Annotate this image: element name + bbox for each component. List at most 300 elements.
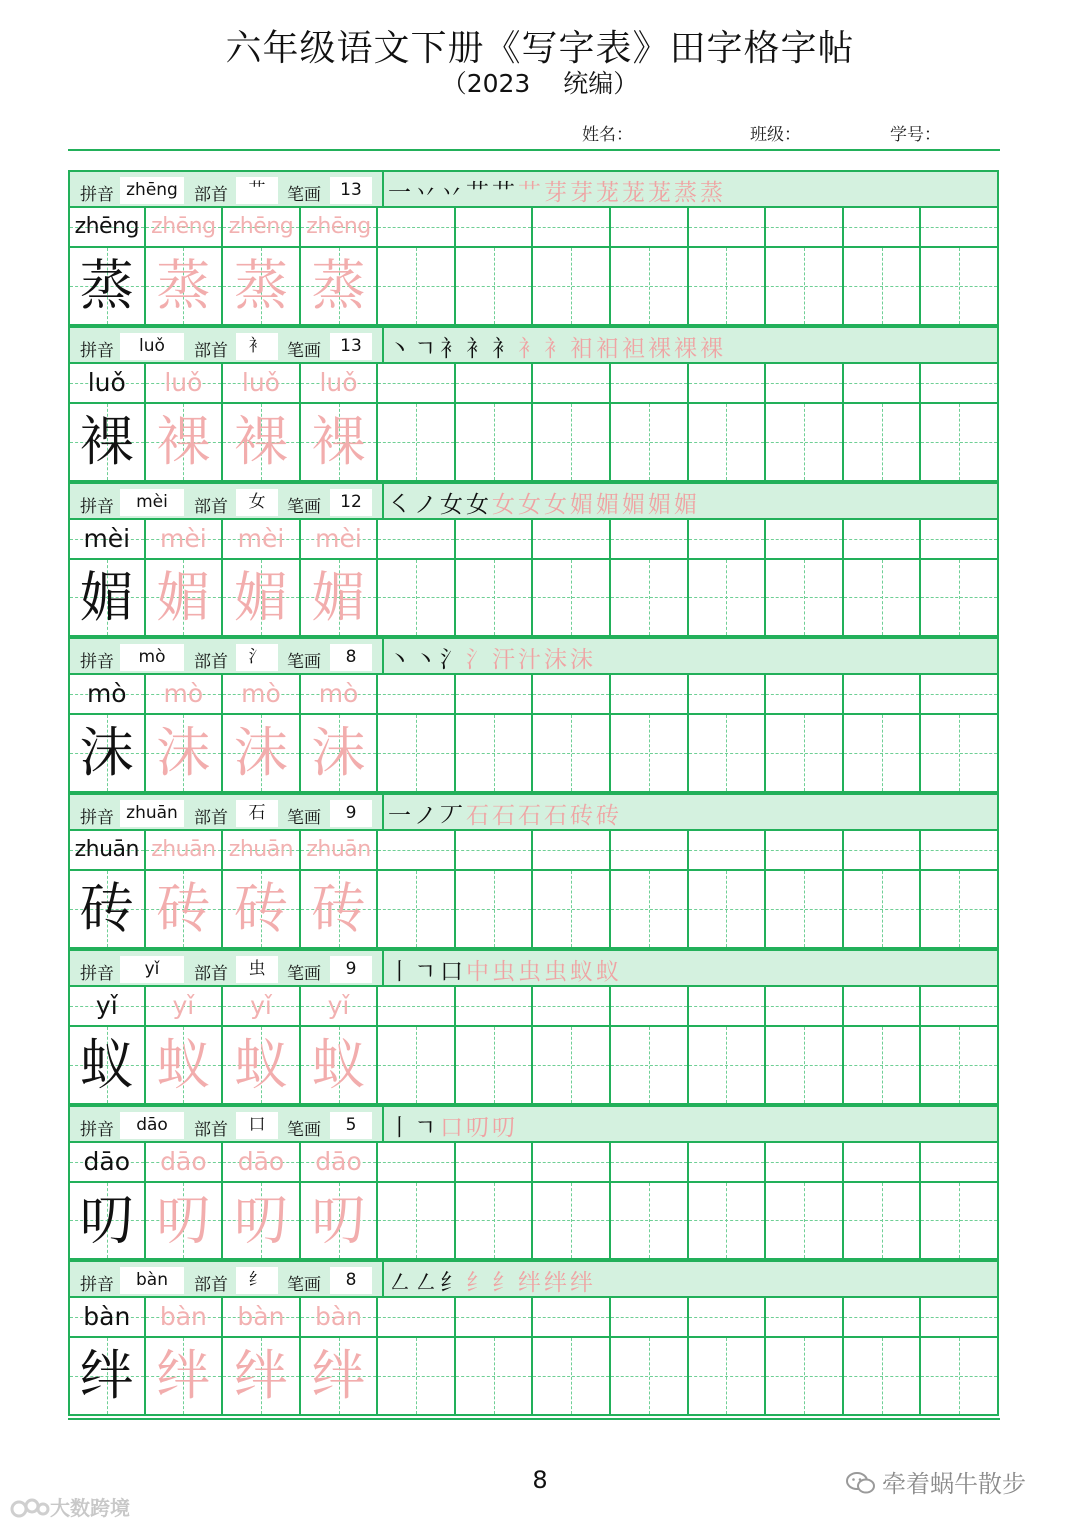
- character-blank-cell[interactable]: [378, 1183, 456, 1261]
- radical-label: 部首: [194, 652, 228, 673]
- character-trace: 叨: [156, 1188, 211, 1252]
- pinyin-blank-cell[interactable]: [378, 364, 456, 404]
- pinyin-trace-cell: [223, 208, 301, 248]
- character-blank-cell[interactable]: [533, 1027, 611, 1105]
- character-blank-cell[interactable]: [611, 1338, 689, 1416]
- pinyin-blank-cell[interactable]: [766, 208, 844, 248]
- character-blank-cell[interactable]: [844, 1027, 922, 1105]
- character-trace-cell: [301, 404, 379, 482]
- character-blank-cell[interactable]: [456, 715, 534, 793]
- character-model: 沫: [79, 721, 134, 785]
- stroke-step: ノ: [414, 803, 437, 829]
- pinyin-blank-cell[interactable]: [456, 1298, 534, 1338]
- character-model: 裸: [79, 409, 134, 473]
- stroke-step: 芽: [544, 180, 567, 206]
- pinyin-value: mò: [120, 644, 184, 671]
- pinyin-trace-cell: [146, 520, 224, 560]
- character-model-cell: [68, 1027, 146, 1105]
- stroke-step: 氵: [440, 647, 463, 674]
- character-blank-cell[interactable]: [456, 404, 534, 482]
- character-blank-cell[interactable]: [533, 1183, 611, 1261]
- pinyin-blank-cell[interactable]: [844, 675, 922, 715]
- character-blank-cell[interactable]: [533, 404, 611, 482]
- pinyin-label: 拼音: [80, 808, 114, 828]
- character-blank-cell[interactable]: [611, 560, 689, 638]
- pinyin-trace-cell: [301, 987, 379, 1027]
- character-blank-cell[interactable]: [844, 1338, 922, 1416]
- character-blank-cell[interactable]: [378, 404, 456, 482]
- character-trace-cell: [301, 560, 379, 638]
- pinyin-label: 拼音: [80, 652, 114, 673]
- pinyin-blank-cell[interactable]: [611, 364, 689, 404]
- stroke-step: 茏: [622, 180, 645, 206]
- stroke-step: 媚: [570, 491, 593, 518]
- character-blank-cell[interactable]: [844, 560, 922, 638]
- bottom-divider: [68, 1418, 1000, 1420]
- character-trace-cell: [223, 715, 301, 793]
- pinyin-value: yǐ: [120, 956, 184, 983]
- stroke-count-value: 5: [330, 1112, 372, 1139]
- character-trace: 砖: [156, 877, 211, 940]
- radical-label: 部首: [194, 808, 228, 828]
- stroke-step: 媚: [622, 491, 645, 518]
- character-blank-cell[interactable]: [611, 248, 689, 326]
- stroke-step: 虫: [518, 958, 541, 985]
- character-blank-cell[interactable]: [844, 248, 922, 326]
- character-blank-cell[interactable]: [766, 404, 844, 482]
- pinyin-blank-cell[interactable]: [921, 1143, 999, 1183]
- character-blank-cell[interactable]: [844, 871, 922, 949]
- stroke-order-sequence: [382, 1262, 1001, 1296]
- pinyin-blank-cell[interactable]: [921, 987, 999, 1027]
- stroke-step: 一: [388, 803, 411, 829]
- character-blank-cell[interactable]: [611, 1027, 689, 1105]
- character-blank-cell[interactable]: [456, 248, 534, 326]
- pinyin-blank-cell[interactable]: [533, 364, 611, 404]
- character-trace-cell: [301, 871, 379, 949]
- stroke-step: 媚: [596, 491, 619, 518]
- character-blank-cell[interactable]: [766, 560, 844, 638]
- pinyin-trace-cell: [223, 364, 301, 404]
- pinyin-blank-cell[interactable]: [456, 831, 534, 871]
- pinyin-blank-cell[interactable]: [921, 208, 999, 248]
- watermark-text: 大数跨境: [50, 1496, 130, 1520]
- pinyin-label: 拼音: [80, 340, 114, 361]
- pinyin-blank-cell[interactable]: [921, 831, 999, 871]
- stroke-step: 纟: [440, 1270, 463, 1297]
- stroke-step: 石: [492, 803, 515, 829]
- character-info-header: [68, 1260, 999, 1298]
- pinyin-blank-cell[interactable]: [533, 208, 611, 248]
- character-trace: 叨: [311, 1188, 366, 1252]
- pinyin-blank-cell[interactable]: [766, 831, 844, 871]
- character-blank-cell[interactable]: [766, 871, 844, 949]
- pinyin-trace: zhuān: [228, 837, 294, 862]
- name-label: 姓名：: [582, 125, 633, 145]
- stroke-step: 袒: [622, 335, 645, 362]
- character-blank-cell[interactable]: [689, 560, 767, 638]
- stroke-count-value: 12: [330, 489, 372, 516]
- character-trace-cell: [301, 1027, 379, 1105]
- character-blank-cell[interactable]: [689, 1183, 767, 1261]
- character-blank-cell[interactable]: [378, 560, 456, 638]
- stroke-count-value: 9: [330, 956, 372, 983]
- pinyin-blank-cell[interactable]: [378, 1298, 456, 1338]
- character-blank-cell[interactable]: [844, 1183, 922, 1261]
- stroke-step: 绊: [570, 1270, 593, 1297]
- stroke-order-sequence: [382, 484, 1001, 518]
- stroke-step: 蒸: [674, 180, 697, 206]
- stroke-step: 绊: [518, 1270, 541, 1297]
- pinyin-blank-cell[interactable]: [611, 520, 689, 560]
- character-model-cell: [68, 871, 146, 949]
- stroke-step: 媚: [648, 491, 671, 518]
- character-blank-cell[interactable]: [689, 248, 767, 326]
- character-model-cell: [68, 1338, 146, 1416]
- character-blank-cell[interactable]: [533, 871, 611, 949]
- pinyin-blank-cell[interactable]: [844, 208, 922, 248]
- pinyin-blank-cell[interactable]: [689, 675, 767, 715]
- character-blank-cell[interactable]: [378, 248, 456, 326]
- stroke-step: 石: [544, 803, 567, 829]
- stroke-step: 沫: [570, 647, 593, 674]
- character-trace: 沫: [311, 721, 366, 785]
- character-blank-cell[interactable]: [766, 1338, 844, 1416]
- stroke-step: 裸: [674, 335, 697, 362]
- character-blank-cell[interactable]: [611, 871, 689, 949]
- character-trace: 蒸: [156, 254, 211, 317]
- character-info-header: [68, 637, 999, 675]
- character-blank-cell[interactable]: [689, 1027, 767, 1105]
- pinyin-blank-cell[interactable]: [378, 987, 456, 1027]
- pinyin-blank-cell[interactable]: [689, 520, 767, 560]
- pinyin-practice-row: [68, 364, 999, 404]
- character-blank-cell[interactable]: [921, 1338, 999, 1416]
- pinyin-trace-cell: [223, 1143, 301, 1183]
- character-trace-cell: [223, 248, 301, 326]
- radical-value: 女: [236, 489, 278, 516]
- stroke-step: 口: [440, 1114, 463, 1141]
- pinyin-blank-cell[interactable]: [844, 1298, 922, 1338]
- character-blank-cell[interactable]: [378, 1338, 456, 1416]
- stroke-step: 砖: [570, 803, 593, 829]
- character-practice-row: [68, 1183, 999, 1261]
- stroke-step: 女: [466, 491, 489, 518]
- character-blank-cell[interactable]: [921, 1027, 999, 1105]
- character-trace-cell: [146, 1027, 224, 1105]
- character-blank-cell[interactable]: [456, 871, 534, 949]
- stroke-step: 女: [440, 491, 463, 518]
- pinyin-blank-cell[interactable]: [689, 1143, 767, 1183]
- character-trace: 蚁: [156, 1032, 211, 1096]
- character-trace-cell: [223, 560, 301, 638]
- practice-sheet: [68, 170, 999, 1416]
- character-blank-cell[interactable]: [456, 560, 534, 638]
- character-block: [68, 1260, 999, 1416]
- character-blank-cell[interactable]: [689, 1338, 767, 1416]
- radical-value: 虫: [236, 956, 278, 983]
- pinyin-trace: bàn: [315, 1302, 363, 1332]
- pinyin-trace: yǐ: [250, 990, 272, 1020]
- pinyin-trace: yǐ: [327, 990, 350, 1020]
- radical-value: 艹: [236, 177, 278, 204]
- stroke-step: 丷: [440, 180, 463, 206]
- pinyin-blank-cell[interactable]: [378, 675, 456, 715]
- character-trace-cell: [146, 1183, 224, 1261]
- pinyin-blank-cell[interactable]: [456, 987, 534, 1027]
- character-blank-cell[interactable]: [378, 715, 456, 793]
- character-blank-cell[interactable]: [611, 715, 689, 793]
- character-trace-cell: [146, 871, 224, 949]
- class-label: 班级：: [750, 125, 801, 145]
- pinyin-blank-cell[interactable]: [378, 831, 456, 871]
- character-blank-cell[interactable]: [921, 560, 999, 638]
- character-blank-cell[interactable]: [533, 248, 611, 326]
- character-block: [68, 170, 999, 326]
- radical-label: 部首: [194, 185, 228, 205]
- student-info-line: [0, 120, 1080, 144]
- pinyin-blank-cell[interactable]: [611, 831, 689, 871]
- stroke-step: 口: [440, 958, 463, 985]
- character-trace-cell: [146, 560, 224, 638]
- character-blank-cell[interactable]: [533, 1338, 611, 1416]
- character-blank-cell[interactable]: [766, 248, 844, 326]
- stroke-step: 女: [492, 491, 515, 518]
- stroke-step: 虫: [544, 958, 567, 985]
- pinyin-trace: bàn: [159, 1302, 207, 1332]
- character-blank-cell[interactable]: [766, 1183, 844, 1261]
- character-trace: 裸: [311, 409, 366, 473]
- pinyin-trace: dāo: [160, 1146, 207, 1176]
- pinyin-blank-cell[interactable]: [689, 1298, 767, 1338]
- character-model: 蚁: [79, 1032, 134, 1096]
- pinyin-blank-cell[interactable]: [533, 520, 611, 560]
- pinyin-blank-cell[interactable]: [766, 1143, 844, 1183]
- pinyin-trace-cell: [146, 364, 224, 404]
- pinyin-blank-cell[interactable]: [378, 208, 456, 248]
- stroke-step: ㇜: [414, 1270, 437, 1297]
- pinyin-blank-cell[interactable]: [456, 364, 534, 404]
- stroke-count-label: 笔画: [287, 963, 321, 984]
- character-info-header: [68, 326, 999, 364]
- pinyin-blank-cell[interactable]: [533, 831, 611, 871]
- pinyin-practice-row: [68, 987, 999, 1027]
- stroke-step: 茏: [596, 180, 619, 206]
- pinyin-blank-cell[interactable]: [456, 675, 534, 715]
- stroke-order-sequence: [382, 639, 1001, 673]
- character-trace-cell: [223, 1183, 301, 1261]
- character-blank-cell[interactable]: [844, 715, 922, 793]
- character-trace-cell: [301, 248, 379, 326]
- pinyin-value: zhuān: [120, 800, 184, 827]
- wechat-icon: [846, 1472, 876, 1494]
- pinyin-blank-cell[interactable]: [921, 1298, 999, 1338]
- character-info-header: [68, 793, 999, 831]
- character-blank-cell[interactable]: [689, 871, 767, 949]
- stroke-step: 石: [518, 803, 541, 829]
- character-blank-cell[interactable]: [766, 715, 844, 793]
- pinyin-blank-cell[interactable]: [844, 1143, 922, 1183]
- pinyin-model: zhēng: [74, 214, 139, 239]
- character-info-header: [68, 1105, 999, 1143]
- character-practice-row: [68, 1027, 999, 1105]
- stroke-order-sequence: [382, 795, 1001, 829]
- pinyin-blank-cell[interactable]: [611, 1298, 689, 1338]
- pinyin-blank-cell[interactable]: [689, 208, 767, 248]
- character-trace-cell: [223, 1027, 301, 1105]
- pinyin-practice-row: [68, 1143, 999, 1183]
- pinyin-practice-row: [68, 831, 999, 871]
- pinyin-blank-cell[interactable]: [533, 675, 611, 715]
- pinyin-blank-cell[interactable]: [611, 208, 689, 248]
- stroke-step: 衤: [466, 335, 489, 362]
- pinyin-blank-cell[interactable]: [533, 987, 611, 1027]
- character-model: 蒸: [79, 254, 134, 317]
- pinyin-trace-cell: [301, 1143, 379, 1183]
- character-blank-cell[interactable]: [921, 1183, 999, 1261]
- pinyin-trace-cell: [146, 675, 224, 715]
- pinyin-blank-cell[interactable]: [921, 520, 999, 560]
- stroke-step: 石: [466, 803, 489, 829]
- pinyin-blank-cell[interactable]: [844, 987, 922, 1027]
- pinyin-trace-cell: [301, 208, 379, 248]
- pinyin-trace-cell: [223, 675, 301, 715]
- character-trace: 绊: [311, 1344, 366, 1408]
- pinyin-blank-cell[interactable]: [456, 1143, 534, 1183]
- pinyin-blank-cell[interactable]: [611, 675, 689, 715]
- pinyin-trace-cell: [146, 831, 224, 871]
- pinyin-trace-cell: [146, 208, 224, 248]
- character-blank-cell[interactable]: [611, 1183, 689, 1261]
- pinyin-model: mèi: [83, 523, 131, 553]
- character-blank-cell[interactable]: [378, 1027, 456, 1105]
- pinyin-blank-cell[interactable]: [456, 208, 534, 248]
- character-practice-row: [68, 871, 999, 949]
- pinyin-blank-cell[interactable]: [766, 364, 844, 404]
- character-block: [68, 793, 999, 949]
- character-practice-row: [68, 560, 999, 638]
- pinyin-trace: mèi: [237, 523, 285, 553]
- pinyin-blank-cell[interactable]: [844, 364, 922, 404]
- pinyin-blank-cell[interactable]: [921, 364, 999, 404]
- character-blank-cell[interactable]: [533, 715, 611, 793]
- pinyin-blank-cell[interactable]: [766, 1298, 844, 1338]
- pinyin-blank-cell[interactable]: [766, 987, 844, 1027]
- pinyin-blank-cell[interactable]: [766, 520, 844, 560]
- stroke-step: 蚁: [596, 958, 619, 985]
- pinyin-blank-cell[interactable]: [533, 1143, 611, 1183]
- character-blank-cell[interactable]: [689, 715, 767, 793]
- pinyin-blank-cell[interactable]: [611, 987, 689, 1027]
- stroke-step: 裸: [648, 335, 671, 362]
- character-blank-cell[interactable]: [456, 1338, 534, 1416]
- stroke-step: 女: [518, 491, 541, 518]
- stroke-step: 艹: [492, 180, 515, 206]
- pinyin-trace-cell: [223, 1298, 301, 1338]
- radical-label: 部首: [194, 496, 228, 517]
- character-practice-row: [68, 248, 999, 326]
- pinyin-blank-cell[interactable]: [689, 987, 767, 1027]
- character-blank-cell[interactable]: [533, 560, 611, 638]
- character-model-cell: [68, 248, 146, 326]
- character-blank-cell[interactable]: [844, 404, 922, 482]
- character-trace-cell: [223, 871, 301, 949]
- pinyin-trace: zhuān: [151, 837, 216, 862]
- character-blank-cell[interactable]: [766, 1027, 844, 1105]
- stroke-step: 衤: [544, 335, 567, 362]
- pinyin-blank-cell[interactable]: [766, 675, 844, 715]
- number-label: 学号：: [890, 125, 941, 145]
- character-block: [68, 1105, 999, 1261]
- radical-label: 部首: [194, 1275, 228, 1296]
- pinyin-blank-cell[interactable]: [844, 831, 922, 871]
- stroke-step: 砖: [596, 803, 619, 829]
- character-model-cell: [68, 1183, 146, 1261]
- character-blank-cell[interactable]: [456, 1183, 534, 1261]
- pinyin-model-cell: [68, 987, 146, 1027]
- pinyin-model: yǐ: [95, 990, 118, 1020]
- stroke-count-label: 笔画: [287, 185, 321, 205]
- pinyin-value: dāo: [120, 1112, 184, 1139]
- stroke-step: 氵: [466, 647, 489, 674]
- stroke-step: 虫: [492, 958, 515, 985]
- character-blank-cell[interactable]: [456, 1027, 534, 1105]
- stroke-step: ㇜: [388, 1270, 411, 1297]
- pinyin-trace: bàn: [237, 1302, 285, 1332]
- character-blank-cell[interactable]: [921, 404, 999, 482]
- character-trace: 绊: [156, 1344, 211, 1408]
- stroke-step: 绊: [544, 1270, 567, 1297]
- character-blank-cell[interactable]: [921, 248, 999, 326]
- pinyin-model: mò: [86, 679, 127, 709]
- stroke-order-sequence: [382, 951, 1001, 985]
- character-blank-cell[interactable]: [611, 404, 689, 482]
- character-blank-cell[interactable]: [378, 871, 456, 949]
- pinyin-blank-cell[interactable]: [611, 1143, 689, 1183]
- pinyin-blank-cell[interactable]: [378, 1143, 456, 1183]
- pinyin-model: luǒ: [87, 367, 126, 397]
- pinyin-blank-cell[interactable]: [844, 520, 922, 560]
- pinyin-blank-cell[interactable]: [533, 1298, 611, 1338]
- stroke-step: ㄱ: [414, 1114, 437, 1141]
- pinyin-blank-cell[interactable]: [689, 364, 767, 404]
- pinyin-trace: mèi: [315, 523, 362, 553]
- pinyin-blank-cell[interactable]: [689, 831, 767, 871]
- radical-label: 部首: [194, 340, 228, 361]
- stroke-step: 丨: [388, 958, 411, 985]
- pinyin-blank-cell[interactable]: [921, 675, 999, 715]
- character-blank-cell[interactable]: [921, 871, 999, 949]
- character-trace-cell: [146, 248, 224, 326]
- stroke-step: 沫: [544, 647, 567, 674]
- character-blank-cell[interactable]: [689, 404, 767, 482]
- character-blank-cell[interactable]: [921, 715, 999, 793]
- stroke-step: 丶: [388, 647, 411, 674]
- stroke-step: 衤: [440, 335, 463, 362]
- pinyin-value: zhēng: [120, 177, 184, 204]
- pinyin-blank-cell[interactable]: [456, 520, 534, 560]
- character-model: 绊: [79, 1344, 134, 1408]
- stroke-step: 叨: [492, 1114, 515, 1141]
- character-trace-cell: [301, 1338, 379, 1416]
- pinyin-value: luǒ: [120, 333, 184, 360]
- pinyin-blank-cell[interactable]: [378, 520, 456, 560]
- stroke-step: 丷: [414, 180, 437, 206]
- character-model: 叨: [79, 1188, 134, 1252]
- pinyin-trace-cell: [223, 987, 301, 1027]
- pinyin-label: 拼音: [80, 185, 114, 205]
- pinyin-trace: luǒ: [319, 367, 358, 397]
